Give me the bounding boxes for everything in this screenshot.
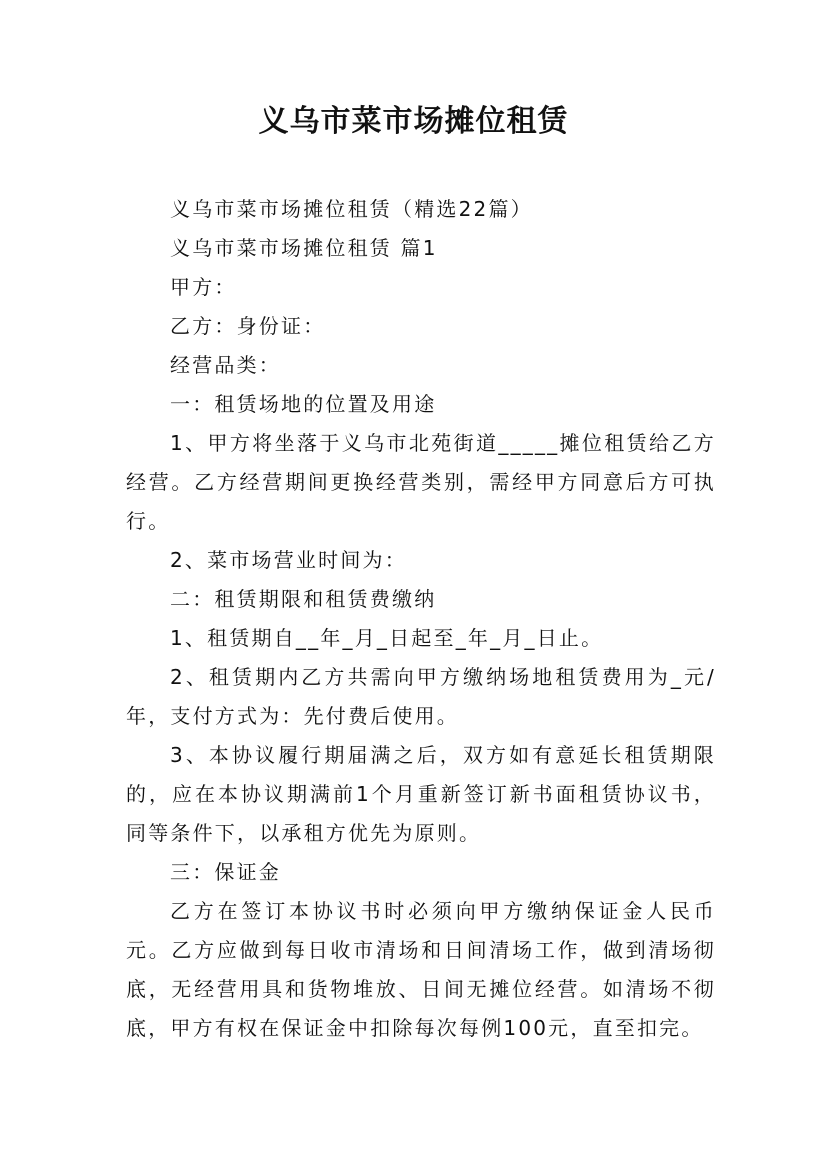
document-title: 义乌市菜市场摊位租赁	[258, 104, 569, 139]
paragraph-clause: 1、租赁期自__年_月_日起至_年_月_日止。	[170, 626, 604, 650]
paragraph-clause: 3、本协议履行期届满之后，双方如有意延长租赁期限的，应在本协议期满前1个月重新签订新书面租赁协议书，同等条件下，以承租方优先为原则。	[126, 743, 716, 845]
section-heading-location: 一：租赁场地的位置及用途	[170, 392, 437, 416]
section-heading-lease-term: 二：租赁期限和租赁费缴纳	[170, 587, 437, 611]
paragraph-clause: 1、甲方将坐落于义乌市北苑街道_____摊位租赁给乙方经营。乙方经营期间更换经营类别，需经甲方同意后方可执行。	[126, 431, 716, 533]
paragraph-article-heading: 义乌市菜市场摊位租赁 篇1	[170, 236, 438, 260]
paragraph-clause: 乙方在签订本协议书时必须向甲方缴纳保证金人民币元。乙方应做到每日收市清场和日间清场工作，做到清场彻底，无经营用具和货物堆放、日间无摊位经营。如清场不彻底，甲方有权在保证金中扣除每次每例100元，直至扣完。	[126, 899, 716, 1040]
paragraph-subtitle: 义乌市菜市场摊位租赁（精选22篇）	[170, 197, 533, 221]
paragraph-party-a: 甲方：	[170, 275, 237, 299]
paragraph-party-b: 乙方：身份证：	[170, 314, 326, 338]
document-body	[126, 190, 716, 1048]
section-heading-deposit: 三：保证金	[170, 860, 281, 884]
paragraph-clause: 2、菜市场营业时间为：	[170, 548, 407, 572]
paragraph-business-category: 经营品类：	[170, 353, 281, 377]
paragraph-clause: 2、租赁期内乙方共需向甲方缴纳场地租赁费用为_元/年，支付方式为：先付费后使用。	[126, 665, 716, 728]
